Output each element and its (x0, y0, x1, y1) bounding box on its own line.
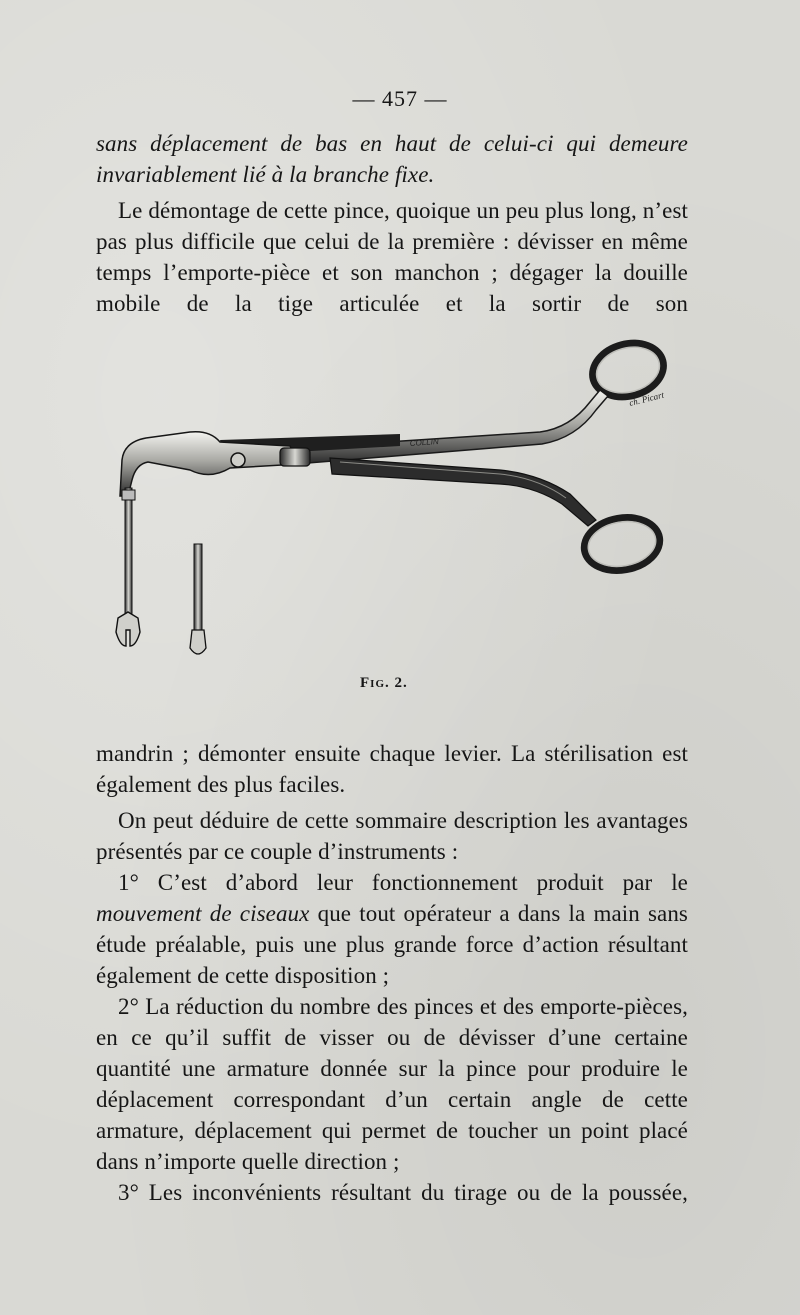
point-1-italic: mouvement de ciseaux (96, 901, 310, 926)
detached-punch-tip (190, 630, 206, 654)
paragraph-advantages (96, 805, 688, 867)
figure-caption-number: 2. (394, 675, 408, 691)
paragraph-point-3: 3° Les inconvénients résultant du tirage ou de la poussée, (118, 1180, 688, 1205)
upper-shank (295, 390, 608, 464)
vertical-rod (125, 488, 132, 618)
paragraph-advantages-text: On peut déduire de cette sommaire description les avantages présentés par ce couple d’instruments : (96, 808, 688, 864)
paragraph-mandrin: mandrin ; démonter ensuite chaque levier. La stérilisation est également des plus faciles. (96, 741, 688, 797)
paragraph-point-2: 2° La réduction du nombre des pinces et des emporte-pièces, en ce qu’il suffit de visser ou de dévisser d’une certaine quantité une armature donnée sur la pince pour produire le déplacement correspondant d’un certain angle de cette armature, déplacement qui permet de toucher un point placé dans n’importe quelle direction ; (96, 994, 688, 1174)
paragraph-continuation: sans déplacement de bas en haut de celui-ci qui demeure invariablement lié à la branche fixe. (96, 131, 688, 187)
instrument-engraving (100, 330, 680, 670)
point-1-end: que tout opérateur a dans la main sans étude préalable, puis une plus grande force d’action résultant également de cette disposition ; (96, 901, 688, 988)
point-1-start: 1° C’est d’abord leur fonctionnement produit par le (118, 870, 688, 895)
paragraph-point-1 (96, 867, 688, 991)
tip-jaws (116, 612, 140, 646)
figure-caption (360, 675, 408, 692)
text-block-top (96, 128, 688, 319)
page-number: — 457 — (352, 86, 448, 111)
text-block-bottom (96, 738, 688, 1208)
engraving-mark: COLLIN (409, 437, 439, 448)
joint-screw (231, 453, 245, 467)
paragraph-dismantling: Le démontage de cette pince, quoique un peu plus long, n’est pas plus difficile que celui de la première : dévisser en même temps l’emporte-pièce et son manchon ; dégager la douille mobile de la tige articulée et la sortir de son (96, 198, 688, 316)
figure-caption-label: Fig. (360, 675, 390, 691)
engraver-signature: ch. Picart (628, 389, 665, 408)
detached-punch-rod (194, 544, 202, 630)
